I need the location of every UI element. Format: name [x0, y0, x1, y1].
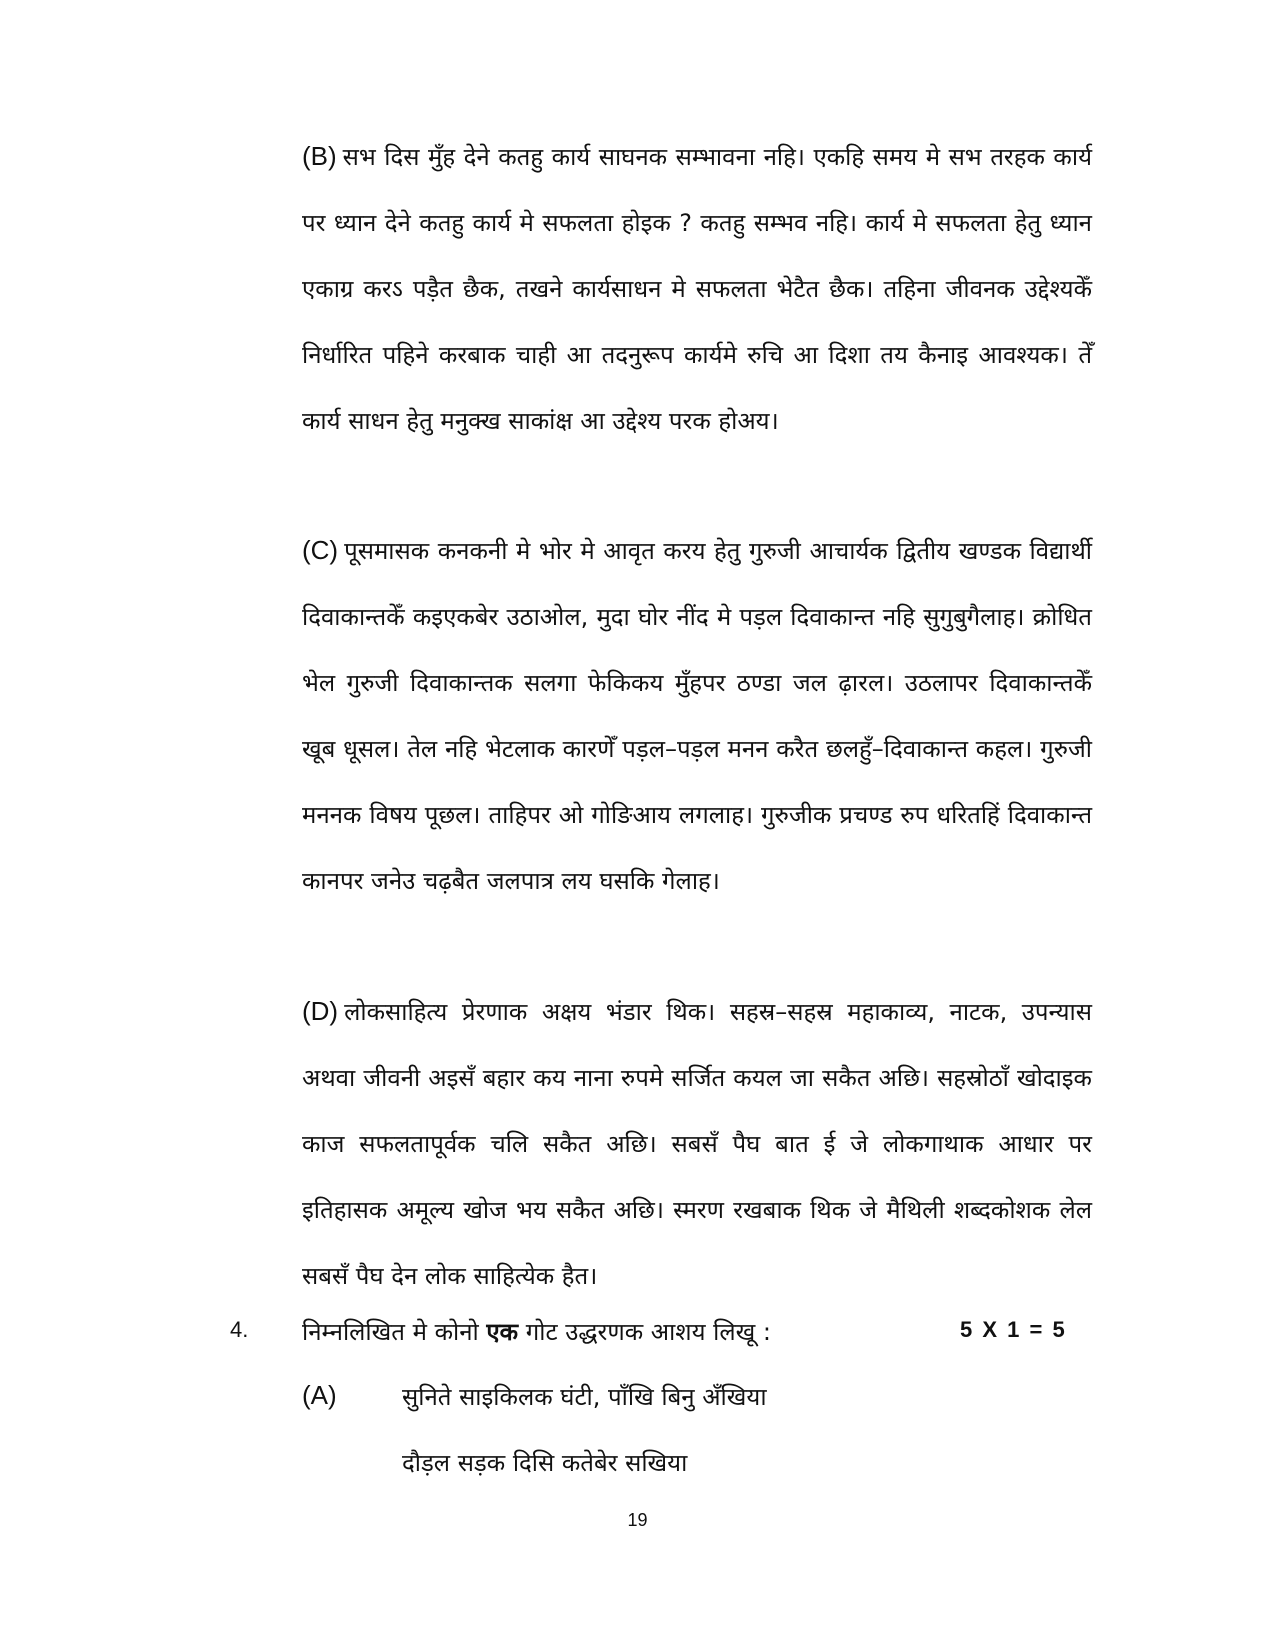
question-marks: 5 X 1 = 5 — [960, 1317, 1065, 1342]
paragraph-label-d: (D) — [302, 996, 339, 1026]
verse-label: (A) — [302, 1380, 337, 1410]
paragraph-label-c: (C) — [302, 535, 339, 565]
paragraph-text-c: पूसमासक कनकनी मे भोर मे आवृत करय हेतु गुरुजी आचार्यक द्वितीय खण्डक विद्यार्थी दिवाकान्तकेँ कइएकबेर उठाओल, मुदा घोर नींद मे पड़ल दिवाकान्त नहि सुगुबुगैलाह। क्रोधित भेल गुरुजी दिवाकान्तक सलगा फेकिकय मुँहपर ठण्डा जल ढ़ारल। उठलापर दिवाकान्तकेँ खूब धूसल। तेल नहि भेटलाक कारणेँ पड़ल–पड़ल मनन करैत छलहुँ–दिवाकान्त कहल। गुरुजी मननक विषय पूछल। ताहिपर ओ गोङिआय लगलाह। गुरुजीक प्रचण्ड रुप धरितहिं दिवाकान्त कानपर जनेउ चढ़बैत जलपात्र लय घसकि गेलाह। — [302, 537, 1092, 895]
question-text-bold: एक — [486, 1318, 519, 1346]
question-text-before: निम्नलिखित मे कोनो — [302, 1318, 479, 1346]
verse-line-1: सुनिते साइकिलक घंटी, पाँखि बिनु अँखिया — [402, 1383, 767, 1411]
paragraph-b — [302, 123, 1092, 454]
question-text-after: गोट उद्धरणक आशय लिखू : — [525, 1318, 772, 1346]
paragraph-d — [302, 978, 1092, 1309]
page-number: 19 — [627, 1510, 648, 1530]
paragraph-text-d: लोकसाहित्य प्रेरणाक अक्षय भंडार थिक। सहस्र–सहस्र महाकाव्य, नाटक, उपन्यास अथवा जीवनी अइसँ बहार कय नाना रुपमे सर्जित कयल जा सकैत अछि। सहस्रोठाँ खोदाइक काज सफलतापूर्वक चलि सकैत अछि। सबसँ पैघ बात ई जे लोकगाथाक आधार पर इतिहासक अमूल्य खोज भय सकैत अछि। स्मरण रखबाक थिक जे मैथिली शब्दकोशक लेल सबसँ पैघ देन लोक साहित्येक हैत। — [302, 998, 1092, 1290]
verse-line-2: दौड़ल सड़क दिसि कतेबेर सखिया — [402, 1449, 688, 1477]
paragraph-label-b: (B) — [302, 141, 337, 171]
paragraph-text-b: सभ दिस मुँह देने कतहु कार्य साघनक सम्भावना नहि। एकहि समय मे सभ तरहक कार्य पर ध्यान देने कतहु कार्य मे सफलता होइक ? कतहु सम्भव नहि। कार्य मे सफलता हेतु ध्यान एकाग्र करऽ पड़ैत छैक, तखने कार्यसाधन मे सफलता भेटैत छैक। तहिना जीवनक उद्देश्यकेँ निर्धारित पहिने करबाक चाही आ तदनुरूप कार्यमे रुचि आ दिशा तय कैनाइ आवश्यक। तेँ कार्य साधन हेतु मनुक्ख साकांक्ष आ उद्देश्य परक होअय। — [302, 143, 1092, 435]
paragraph-c — [302, 517, 1092, 914]
question-number: 4. — [230, 1317, 249, 1342]
question-row — [0, 1315, 1275, 1355]
question-text — [302, 1315, 771, 1348]
